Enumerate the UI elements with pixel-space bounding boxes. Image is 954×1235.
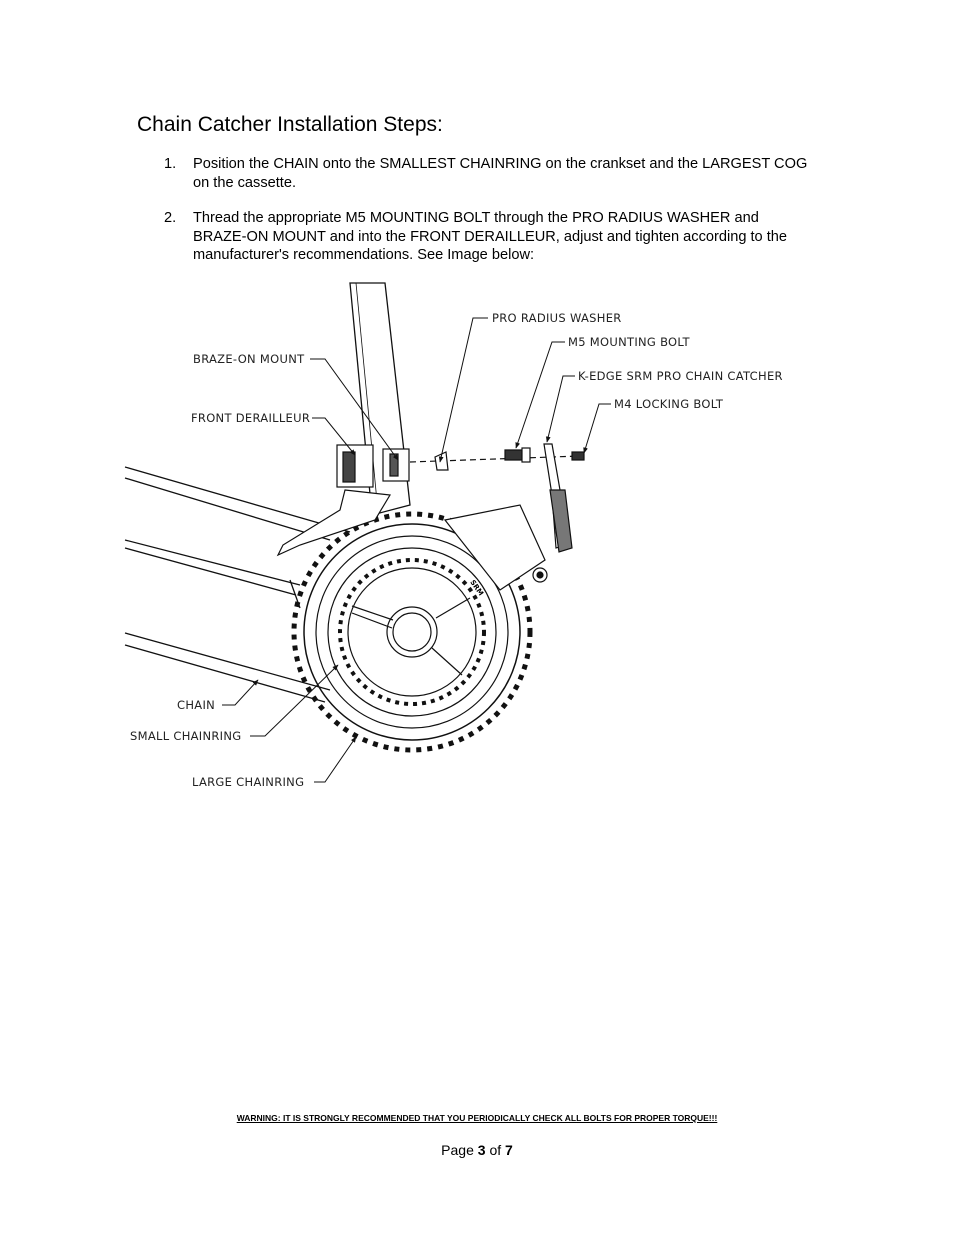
callout-pro-radius-washer — [440, 311, 622, 462]
svg-text:PRO RADIUS WASHER: PRO RADIUS WASHER — [492, 311, 622, 325]
callout-m4-locking-bolt — [584, 397, 724, 453]
svg-text:M5 MOUNTING BOLT: M5 MOUNTING BOLT — [568, 335, 690, 349]
total-pages: 7 — [505, 1142, 513, 1158]
step-1 — [164, 155, 814, 192]
step-number: 2. — [164, 210, 177, 226]
page-label: Page — [441, 1142, 474, 1158]
of-label: of — [489, 1142, 502, 1158]
callout-chain — [177, 680, 258, 712]
installation-diagram — [120, 276, 810, 796]
callout-large-chainring — [192, 737, 356, 789]
step-text: Thread the appropriate M5 MOUNTING BOLT through the PRO RADIUS WASHER and BRAZE-ON MOUNT and into the FRONT DERAILLEUR, adjust and tighten according to the manufacturer's recommendations. See Image below: — [193, 210, 788, 263]
svg-text:CHAIN: CHAIN — [177, 698, 216, 712]
step-number: 1. — [164, 156, 177, 172]
svg-text:M4 LOCKING BOLT: M4 LOCKING BOLT — [614, 397, 724, 411]
svg-text:BRAZE-ON MOUNT: BRAZE-ON MOUNT — [193, 352, 305, 366]
page-heading: Chain Catcher Installation Steps: — [137, 113, 443, 136]
svg-text:LARGE CHAINRING: LARGE CHAINRING — [192, 775, 305, 789]
callout-front-derailleur — [191, 411, 355, 455]
svg-text:FRONT DERAILLEUR: FRONT DERAILLEUR — [191, 411, 311, 425]
page-number — [0, 1142, 954, 1158]
callout-m5-mounting-bolt — [516, 335, 691, 448]
svg-text:SMALL CHAINRING: SMALL CHAINRING — [130, 729, 242, 743]
torque-warning: WARNING: IT IS STRONGLY RECOMMENDED THAT YOU PERIODICALLY CHECK ALL BOLTS FOR PROPER TORQUE!!! — [236, 1113, 718, 1123]
crank-logo: SRM — [468, 578, 485, 598]
step-text: Position the CHAIN onto the SMALLEST CHAINRING on the crankset and the LARGEST COG on the cassette. — [193, 156, 808, 191]
current-page: 3 — [477, 1142, 486, 1158]
step-2 — [164, 209, 814, 265]
svg-text:K-EDGE SRM PRO CHAIN CATCHER: K-EDGE SRM PRO CHAIN CATCHER — [578, 369, 783, 383]
